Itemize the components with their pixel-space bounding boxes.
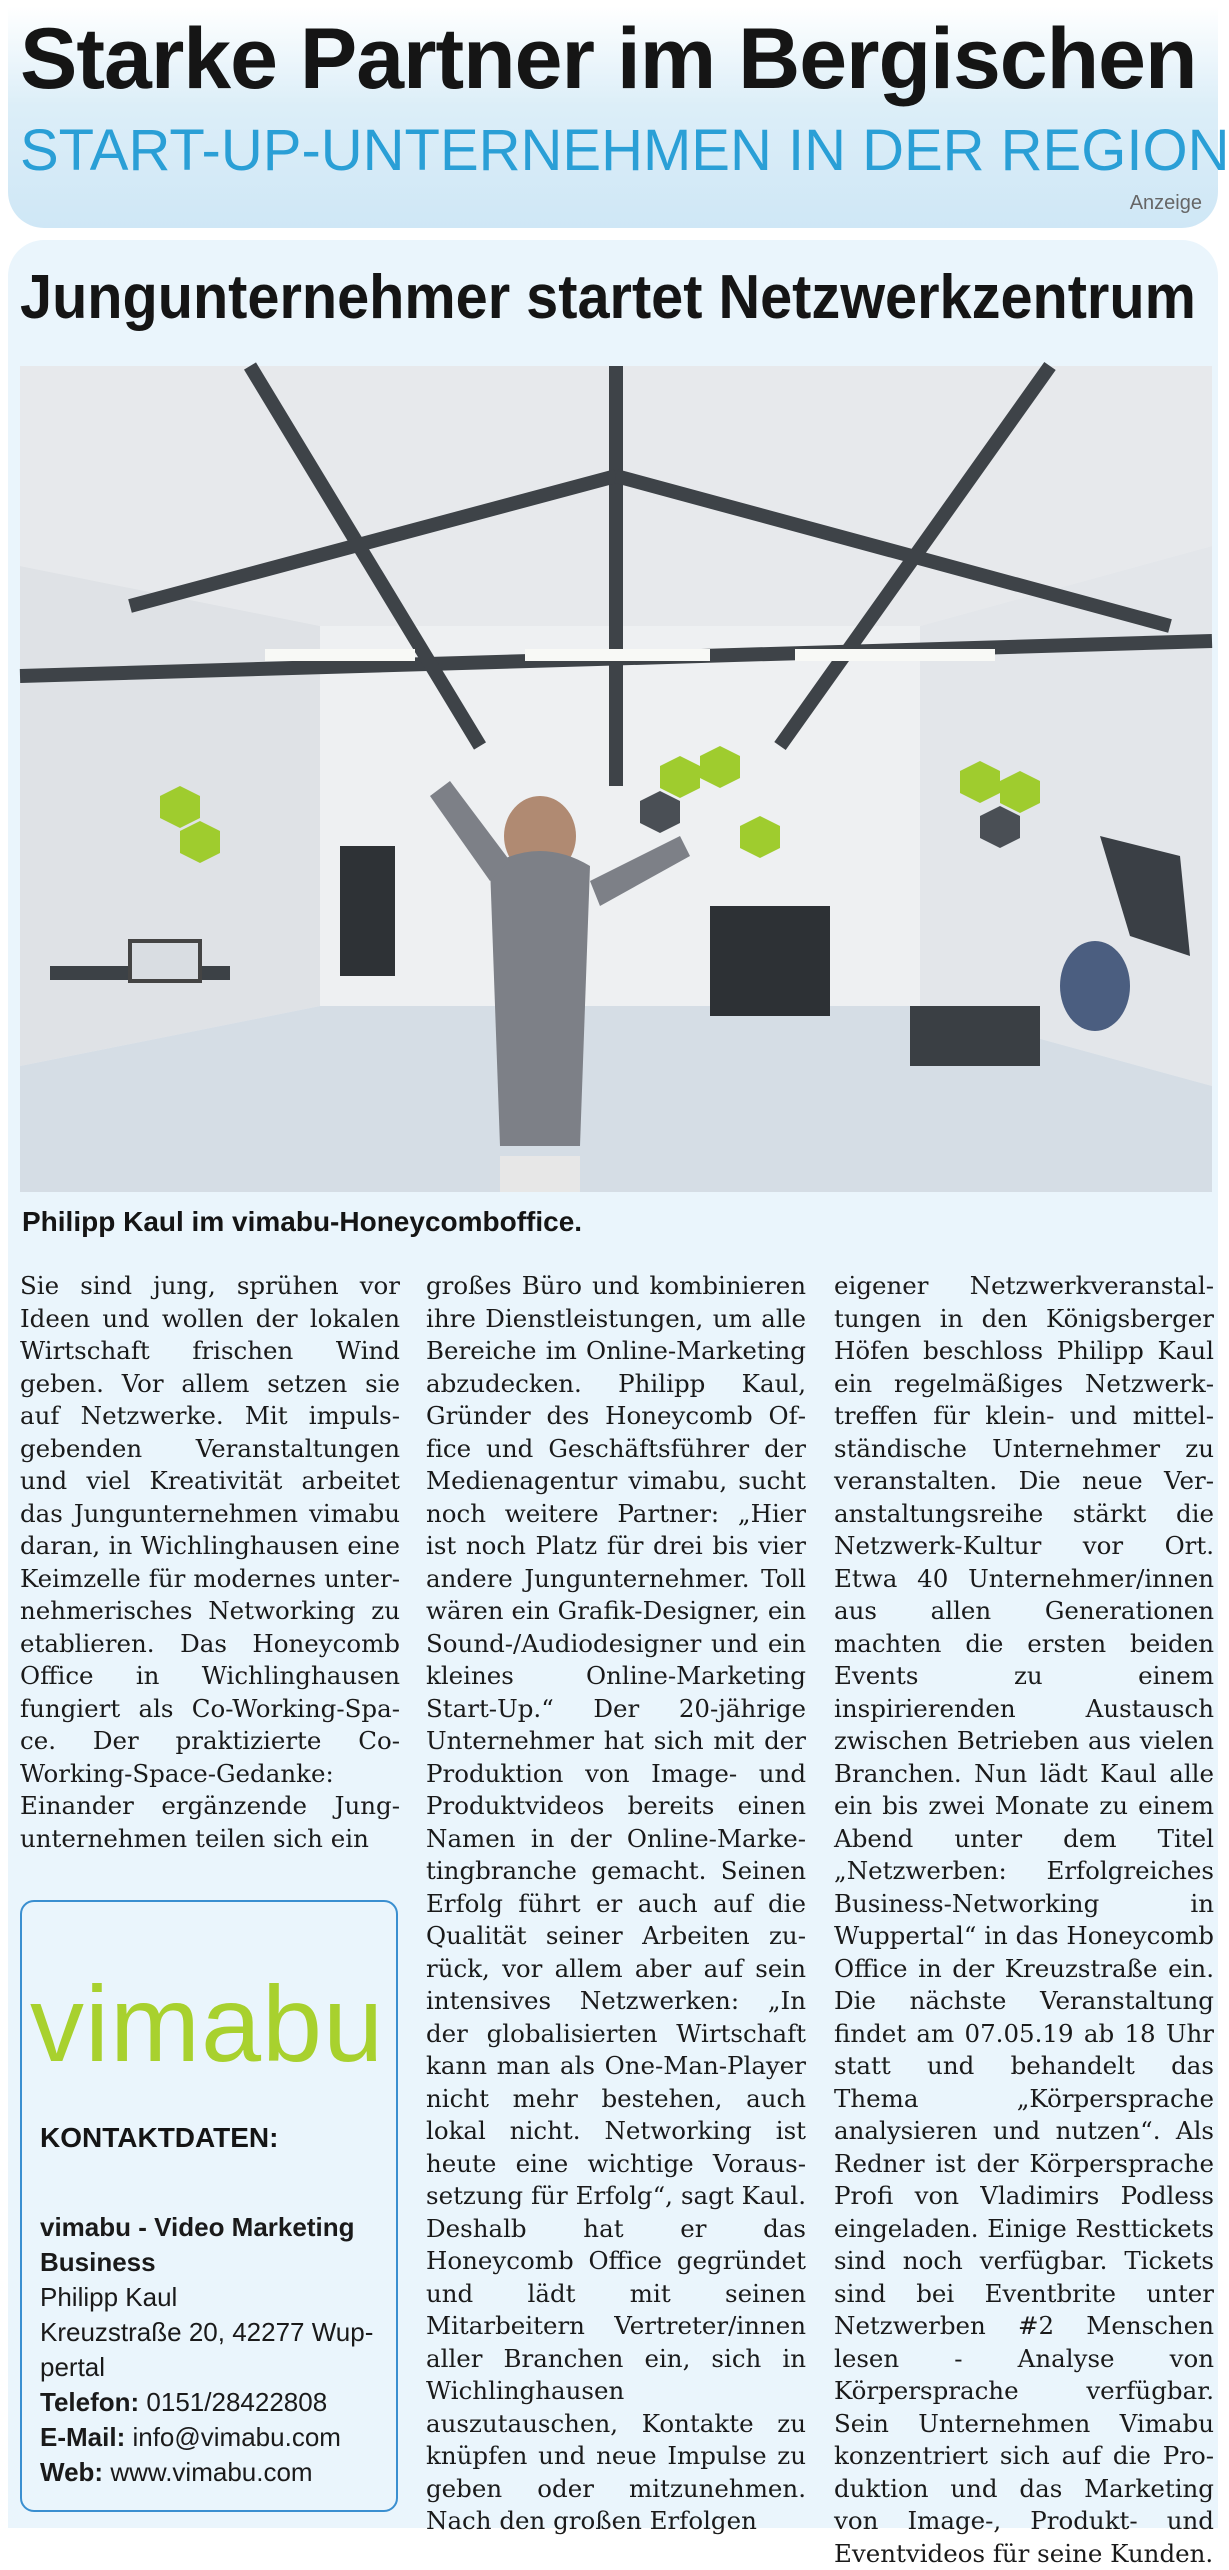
contact-address: Kreuzstraße 20, 42277 Wuppertal — [40, 2317, 374, 2382]
office-photo — [20, 366, 1212, 1192]
website-link[interactable]: www.vimabu.com — [110, 2457, 313, 2487]
phone-label: Telefon: — [40, 2387, 140, 2417]
masthead-subtitle: START-UP-UNTERNEHMEN IN DER REGION — [20, 118, 1229, 183]
advert-label: Anzeige — [1129, 192, 1202, 214]
article-headline: Jungunternehmer startet Netzwerkzentrum — [20, 263, 1196, 332]
photo-caption: Philipp Kaul im vimabu-Honeycomboffice. — [22, 1206, 583, 1237]
phone-number[interactable]: 0151/28422808 — [146, 2387, 328, 2417]
web-label: Web: — [40, 2457, 104, 2487]
article-column-2: großes Büro und kombinieren ihre Dienstleistungen, um alle Bereiche im Online-Marketing abzudecken. Philipp Kaul, Gründer des Honeycomb Office und Geschäftsführer der Medienagentur vimabu, sucht noch weitere Partner: „Hier ist noch Platz für drei bis vier andere Jungunternehmer. Toll wären ein Grafik-Designer, ein Sound-/Audiodesigner und ein kleines Online-Marketing Start-Up.“ Der 20-jährige Unternehmer hat sich mit der Produktion von Image- und Produktvideos bereits einen Namen in der Online-Marketingbranche gemacht. Seinen Erfolg führt er auch auf die Qualität seiner Arbeiten zurück, vor allem aber auf sein intensives Netzwerken: „In der globalisierten Wirtschaft kann man als One-Man-Player nicht mehr bestehen, auch lokal nicht. Networking ist heute eine wichtige Voraussetzung für Erfolg“, sagt Kaul. Deshalb hat er das Honeycomb Office gegründet und lädt mit seinen Mitarbeitern Vertreter/innen aller Branchen ein, sich in Wichlinghausen auszutauschen, Kontakte zu knüpfen und neue Impulse zu geben oder mitzunehmen. Nach den großen Erfolgen — [426, 1271, 806, 2535]
article-column-3: eigener Netzwerkveranstaltungen in den Königsberger Höfen beschloss Philipp Kaul ein regelmäßiges Netzwerktreffen für klein- und mittelständische Unternehmer zu veranstalten. Die neue Veranstaltungsreihe stärkt die Netzwerk-Kultur vor Ort. Etwa 40 Unternehmer/innen aus allen Generationen machten die ersten beiden Events zu einem inspirierenden Austausch zwischen Betrieben aus vielen Branchen. Nun lädt Kaul alle ein bis zwei Monate zu einem Abend unter dem Titel „Netzwerben: Erfolgreiches Business-Networking in Wuppertal“ in das Honeycomb Office in der Kreuzstraße ein. Die nächste Veranstaltung findet am 07.05.19 ab 18 Uhr statt und behandelt das Thema „Körpersprache analysieren und nutzen“. Als Redner ist der Körpersprache Profi von Vladimirs Podless eingeladen. Einige Resttickets sind noch verfügbar. Tickets sind bei Eventbrite unter Netzwerben #2 Menschen lesen - Analyse von Körpersprache verfügbar. Sein Unternehmen Vimabu konzentriert sich auf die Produktion und das Marketing von Image-, Produkt- und Eventvideos für seine Kunden. — [834, 1271, 1214, 2568]
email-label: E-Mail: — [40, 2422, 126, 2452]
contact-box — [20, 1900, 398, 2512]
masthead-title: Starke Partner im Bergischen — [20, 11, 1197, 107]
vimabu-logo: vimabu — [30, 1963, 385, 2084]
contact-details — [40, 2210, 390, 2490]
article-column-1: Sie sind jung, sprühen vor Ideen und wollen der lokalen Wirtschaft frischen Wind geben. Vor allem setzen sie auf Netzwerke. Mit impulsgebenden Veranstaltungen und viel Kreativität arbeitet das Jungunternehmen vimabu daran, in Wichlinghausen eine Keimzelle für modernes unternehmerisches Networking zu etablieren. Das Honeycomb Office in Wichlinghausen fungiert als Co-Working-Space. Der praktizierte Co-Working-Space-Gedanke: Einander ergänzende Jungunternehmen teilen sich ein — [20, 1271, 400, 1853]
contact-company: vimabu - Video Marketing Business — [40, 2212, 355, 2277]
contact-name: Philipp Kaul — [40, 2282, 178, 2312]
contact-heading: KONTAKTDATEN: — [40, 2122, 279, 2153]
email-address[interactable]: info@vimabu.com — [132, 2422, 341, 2452]
